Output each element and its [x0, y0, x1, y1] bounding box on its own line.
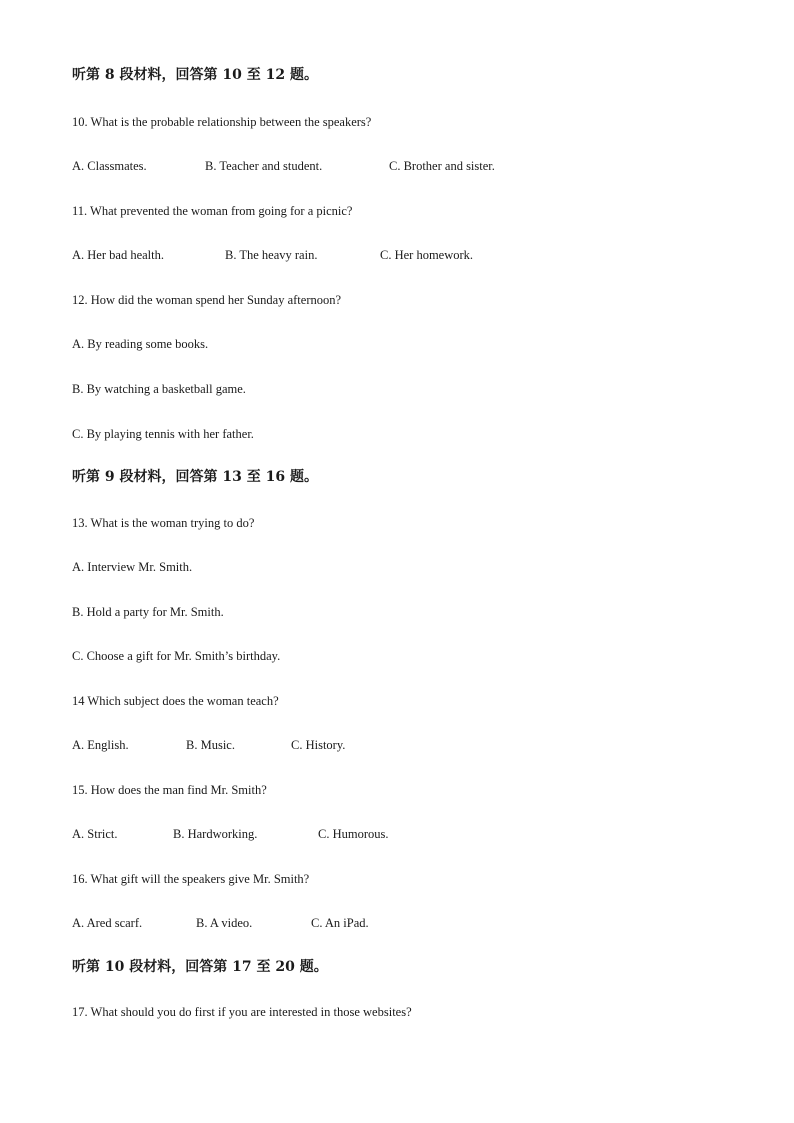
option-c: C. By playing tennis with her father.	[72, 427, 254, 441]
question-text: 15. How does the man find Mr. Smith?	[72, 783, 267, 797]
option-b: B. Hardworking.	[173, 827, 258, 841]
option-b: B. By watching a basketball game.	[72, 382, 246, 396]
option-c: C. Her homework.	[380, 248, 474, 262]
question-text: 11. What prevented the woman from going for a picnic?	[72, 204, 353, 218]
option-a: A. Strict.	[72, 827, 118, 841]
option-a: A. Her bad health.	[72, 248, 164, 262]
option-a: A. Interview Mr. Smith.	[72, 560, 193, 574]
option-b: B. Hold a party for Mr. Smith.	[72, 605, 224, 619]
option-b: B. Teacher and student.	[205, 159, 323, 173]
option-b: B. Music.	[186, 738, 235, 752]
question-text: 10. What is the probable relationship between the speakers?	[72, 115, 372, 129]
option-c: C. History.	[291, 738, 346, 752]
question-text: 16. What gift will the speakers give Mr. Smith?	[72, 872, 310, 886]
question-text: 14 Which subject does the woman teach?	[72, 694, 279, 708]
question-text: 12. How did the woman spend her Sunday afternoon?	[72, 293, 342, 307]
option-a: A. By reading some books.	[72, 337, 209, 351]
option-c: C. Humorous.	[318, 827, 389, 841]
option-b: B. The heavy rain.	[225, 248, 318, 262]
question-text: 17. What should you do first if you are interested in those websites?	[72, 1005, 412, 1019]
option-c: C. Brother and sister.	[389, 159, 495, 173]
option-a: A. English.	[72, 738, 129, 752]
option-c: C. Choose a gift for Mr. Smith’s birthday.	[72, 649, 281, 663]
option-a: A. Ared scarf.	[72, 916, 143, 930]
section-heading: 听第 9 段材料，回答第 13 至 16 题。	[72, 469, 318, 485]
option-c: C. An iPad.	[311, 916, 369, 930]
option-a: A. Classmates.	[72, 159, 147, 173]
option-b: B. A video.	[196, 916, 253, 930]
section-heading: 听第 10 段材料，回答第 17 至 20 题。	[72, 959, 328, 975]
section-heading: 听第 8 段材料，回答第 10 至 12 题。	[72, 67, 318, 83]
question-text: 13. What is the woman trying to do?	[72, 516, 255, 530]
